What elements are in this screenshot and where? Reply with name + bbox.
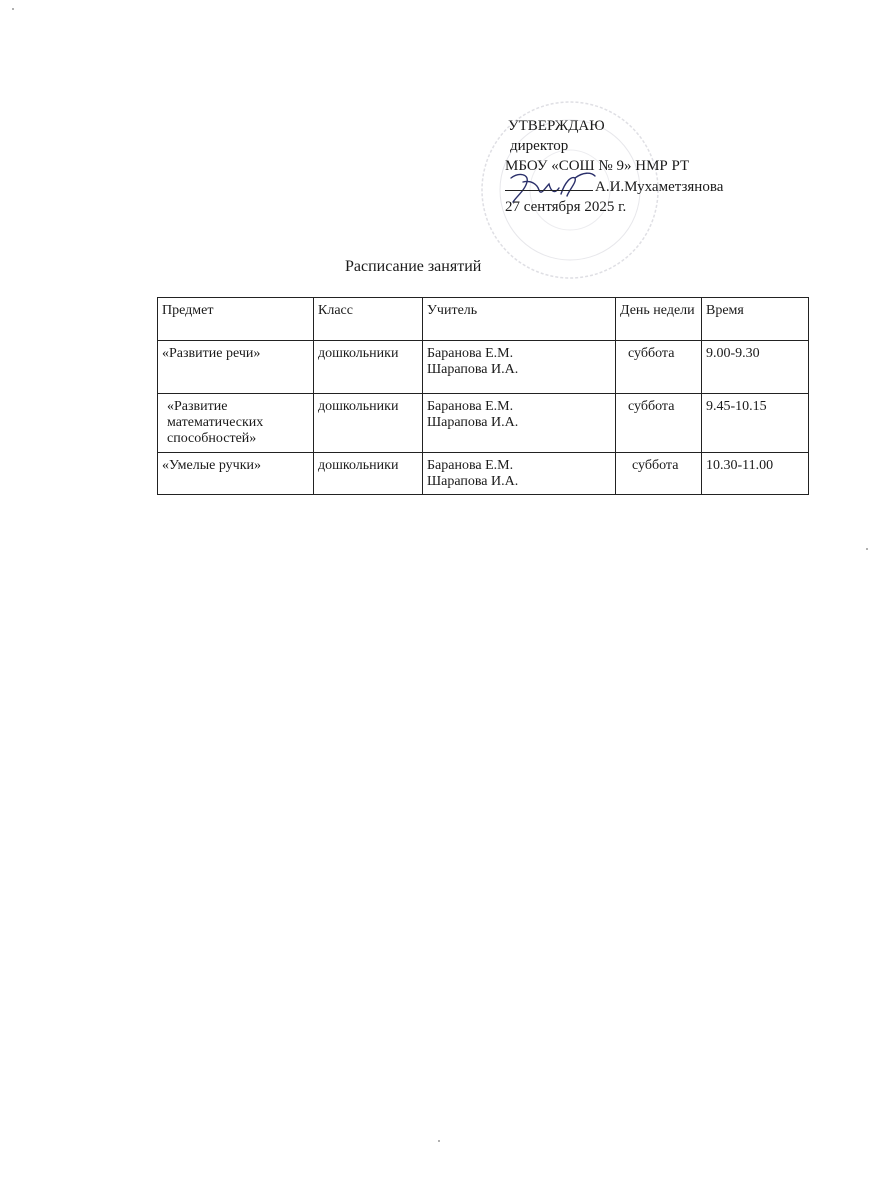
approval-date: 27 сентября 2025 г. (505, 199, 627, 215)
cell-day: суббота (616, 341, 702, 394)
header-day: День недели (616, 298, 702, 341)
cell-subject: «Развитие речи» (158, 341, 314, 394)
document-title: Расписание занятий (345, 258, 482, 275)
cell-day: суббота (616, 453, 702, 495)
scan-speck (438, 1140, 440, 1142)
cell-class: дошкольники (314, 394, 423, 453)
scan-speck (866, 548, 868, 550)
cell-teacher (423, 453, 616, 495)
teacher-name: Баранова Е.М. (427, 458, 514, 473)
header-class: Класс (314, 298, 423, 341)
cell-time: 9.00-9.30 (702, 341, 809, 394)
teacher-name: Баранова Е.М. (427, 346, 514, 361)
approval-position: директор (510, 138, 569, 154)
header-subject: Предмет (158, 298, 314, 341)
schedule-table (157, 297, 809, 495)
table-row (158, 341, 809, 394)
teacher-name: Шарапова И.А. (427, 415, 519, 430)
cell-subject: «Развитие математических способностей» (158, 394, 314, 453)
teacher-name: Шарапова И.А. (427, 362, 519, 377)
scan-speck (12, 8, 14, 10)
teacher-name: Шарапова И.А. (427, 474, 519, 489)
table-row (158, 453, 809, 495)
approval-title: УТВЕРЖДАЮ (508, 118, 605, 134)
cell-class: дошкольники (314, 341, 423, 394)
approval-signer: А.И.Мухаметзянова (595, 179, 724, 195)
header-teacher: Учитель (423, 298, 616, 341)
cell-subject: «Умелые ручки» (158, 453, 314, 495)
cell-time: 10.30-11.00 (702, 453, 809, 495)
approval-signature-row (505, 176, 795, 197)
cell-time: 9.45-10.15 (702, 394, 809, 453)
table-row (158, 394, 809, 453)
approval-organization: МБОУ «СОШ № 9» НМР РТ (505, 158, 690, 174)
table-header-row (158, 298, 809, 341)
signature-line (505, 176, 593, 191)
cell-teacher (423, 394, 616, 453)
cell-class: дошкольники (314, 453, 423, 495)
cell-day: суббота (616, 394, 702, 453)
cell-teacher (423, 341, 616, 394)
header-time: Время (702, 298, 809, 341)
approval-block (505, 116, 795, 217)
teacher-name: Баранова Е.М. (427, 399, 514, 414)
